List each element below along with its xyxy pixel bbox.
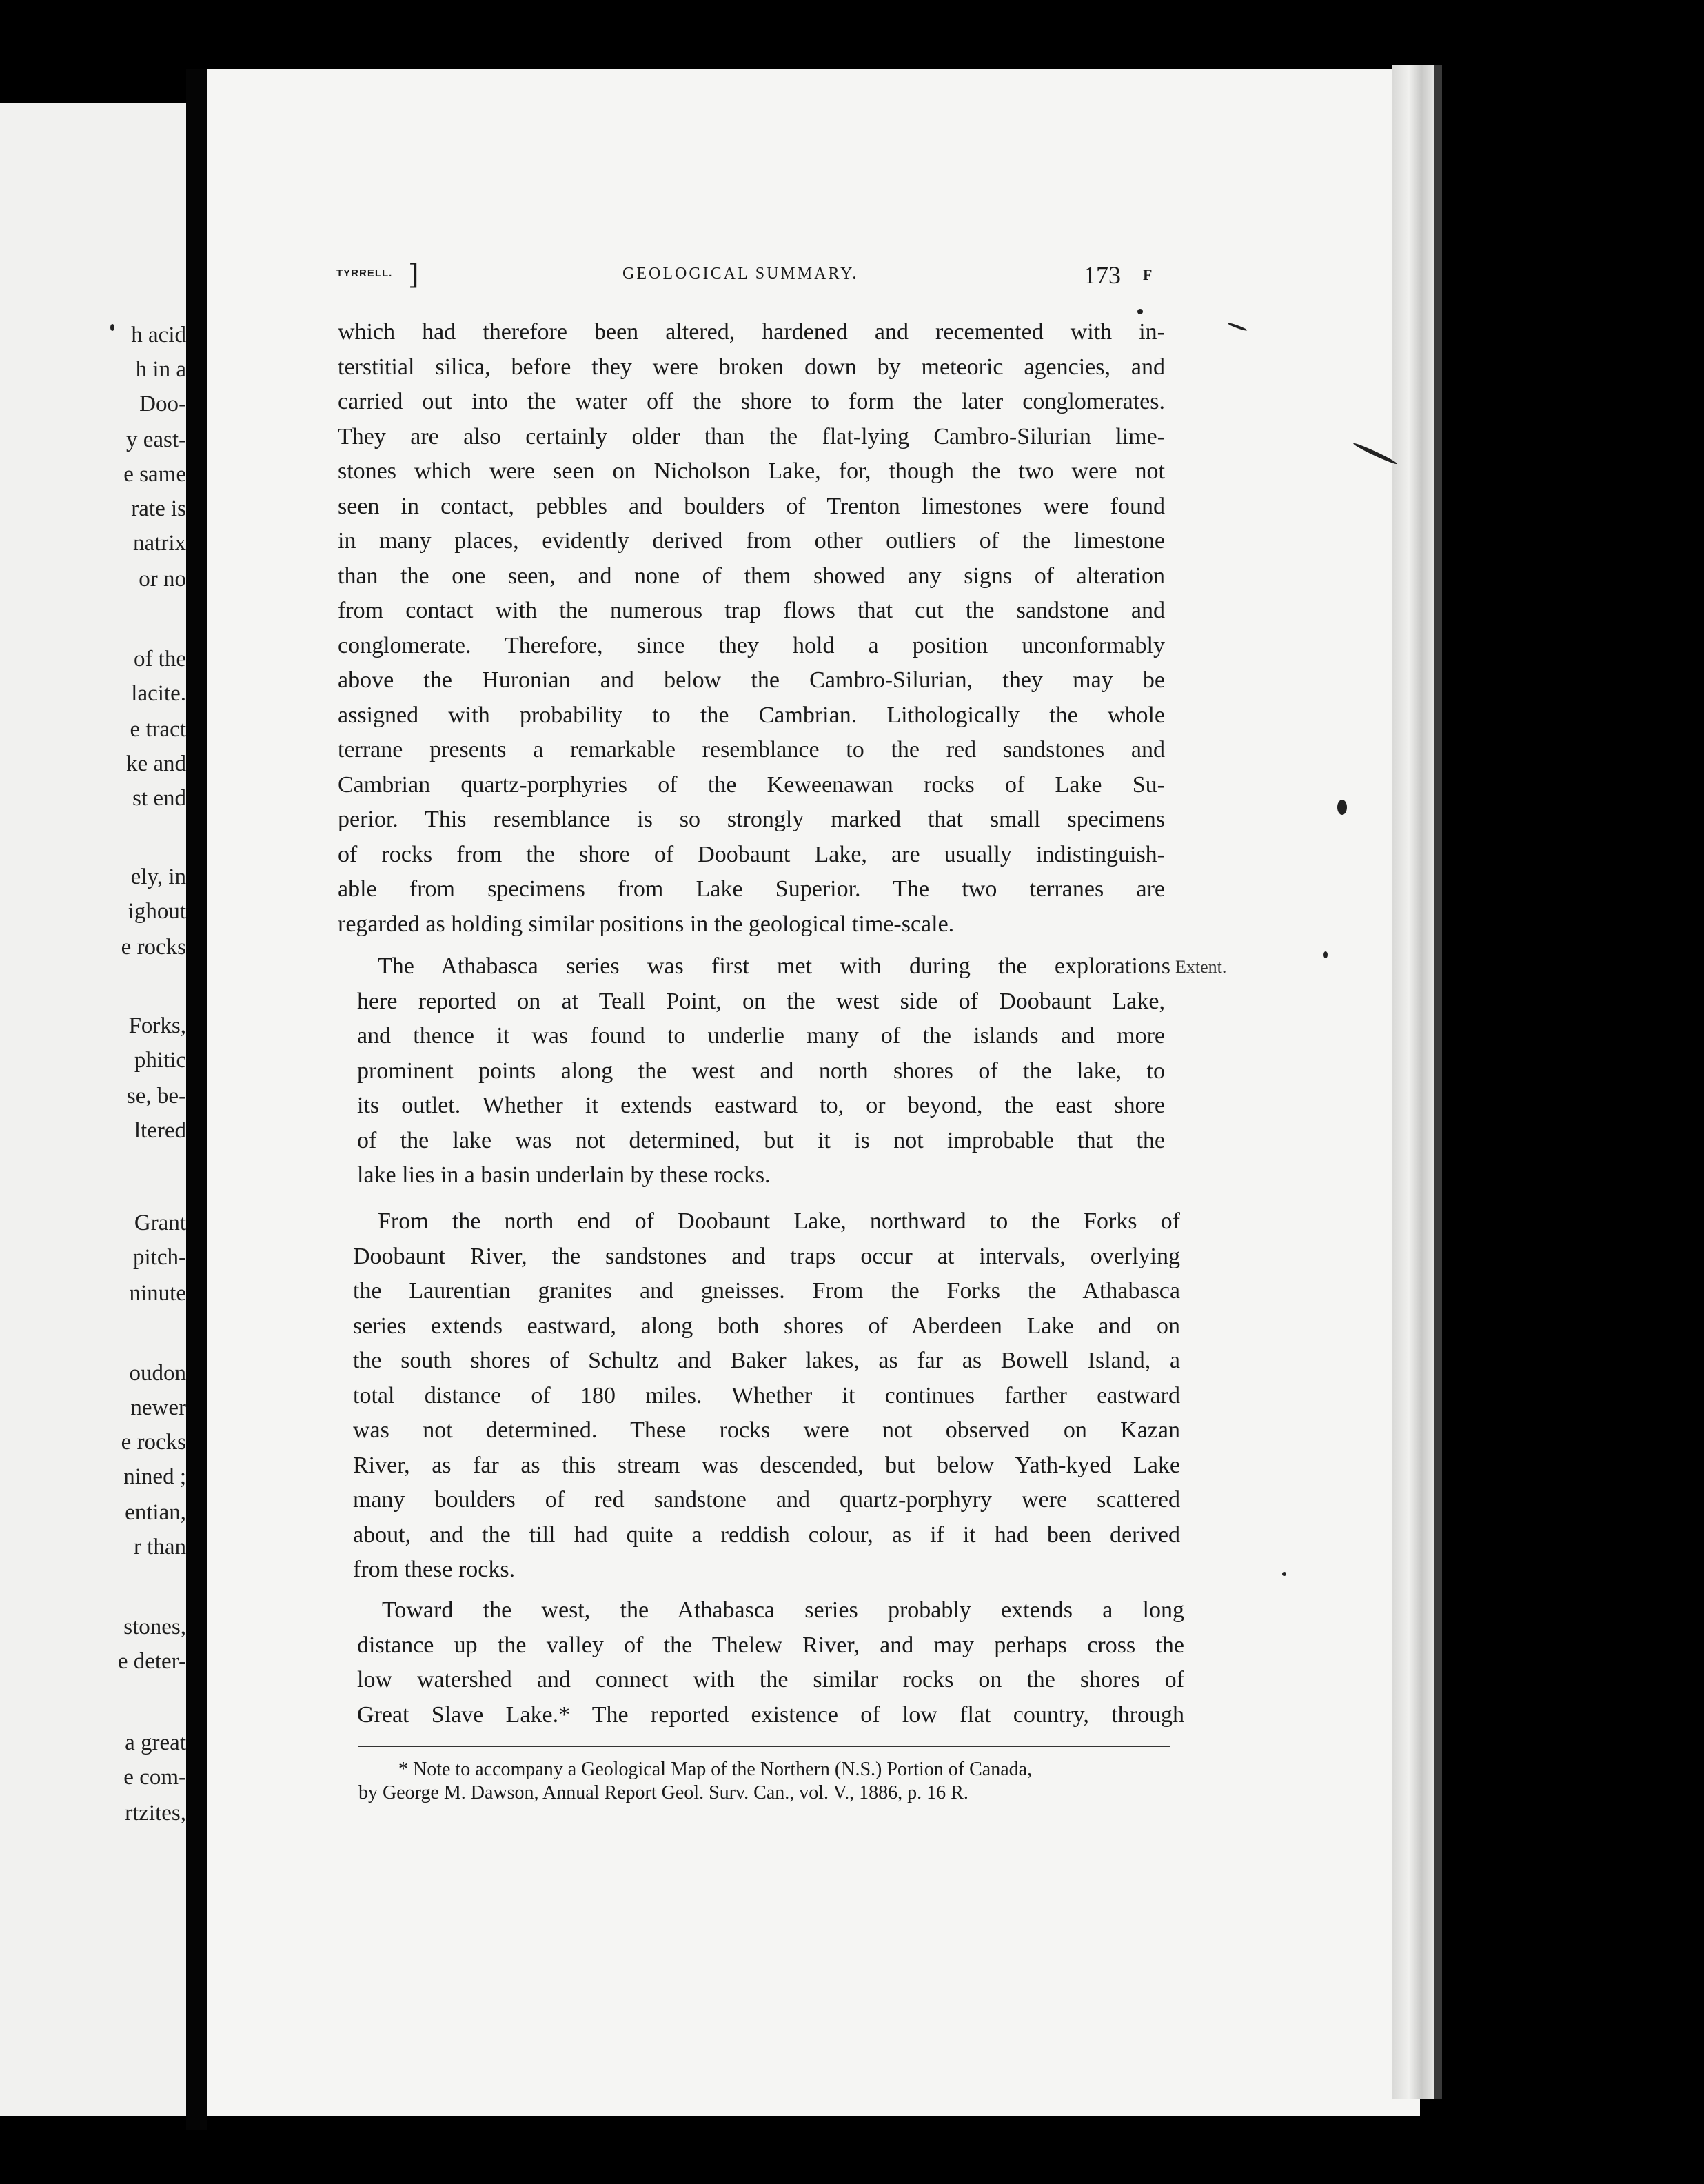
margin-note: Extent. <box>1175 957 1227 977</box>
left-page-fragment: a great <box>125 1730 186 1755</box>
text-line: seen in contact, pebbles and boulders of Trenton limestones were found <box>338 493 1165 519</box>
text-line: The Athabasca series was first met with during the explorations <box>378 953 1170 979</box>
text-line: assigned with probability to the Cambrian. Lithologically the whole <box>338 702 1165 728</box>
text-line: its outlet. Whether it extends eastward to, or beyond, the east shore <box>357 1093 1165 1118</box>
left-page-fragment: e tract <box>130 717 186 742</box>
text-line: conglomerate. Therefore, since they hold a position unconformably <box>338 632 1165 658</box>
text-line: River, as far as this stream was descended, but below Yath-kyed Lake <box>353 1452 1180 1478</box>
left-page-fragment: rate is <box>131 496 186 521</box>
page-edge <box>1392 65 1434 2099</box>
left-page-fragment: r than <box>133 1535 186 1559</box>
text-line: the south shores of Schultz and Baker lakes, as far as Bowell Island, a <box>353 1348 1180 1373</box>
footnote-line-1: * Note to accompany a Geological Map of the Northern (N.S.) Portion of Canada, <box>398 1759 1033 1780</box>
left-page-fragment: e rocks <box>121 935 186 960</box>
left-page-fragment: Forks, <box>128 1013 186 1038</box>
left-page-fragment: Doo- <box>139 392 186 416</box>
text-line: the Laurentian granites and gneisses. From the Forks the Athabasca <box>353 1278 1180 1304</box>
page-edge-shadow <box>1434 65 1442 2099</box>
left-page-fragment: Grant <box>134 1211 186 1235</box>
signature-mark: F <box>1143 266 1153 283</box>
left-page-fragment: st end <box>132 786 186 811</box>
left-page-fragment: e com- <box>123 1765 186 1790</box>
left-facing-page <box>0 103 186 2116</box>
left-page-fragment: ninute <box>129 1281 186 1306</box>
left-page-fragment: h acid <box>131 323 186 347</box>
book-gutter <box>186 69 207 2130</box>
left-page-fragment: rtzites, <box>125 1801 186 1826</box>
text-line: Cambrian quartz-porphyries of the Keweenawan rocks of Lake Su- <box>338 771 1165 798</box>
text-line: from these rocks. <box>353 1557 516 1582</box>
left-page-fragment: newer <box>130 1395 186 1420</box>
text-line: total distance of 180 miles. Whether it continues farther eastward <box>353 1382 1180 1408</box>
text-line: of the lake was not determined, but it is not improbable that the <box>357 1127 1165 1153</box>
text-line: regarded as holding similar positions in the geological time-scale. <box>338 911 955 937</box>
scan-speck <box>1137 309 1143 314</box>
text-line: than the one seen, and none of them showed any signs of alteration <box>338 563 1165 589</box>
text-line: and thence it was found to underlie many of the islands and more <box>357 1023 1165 1049</box>
text-line: stones which were seen on Nicholson Lake, for, though the two were not <box>338 458 1165 484</box>
text-line: From the north end of Doobaunt Lake, northward to the Forks of <box>378 1209 1180 1234</box>
left-page-fragment: e same <box>123 462 186 487</box>
left-page-fragment: ltered <box>134 1118 186 1143</box>
left-page-fragment: nined ; <box>123 1464 186 1489</box>
left-page-fragment: ighout <box>128 899 186 924</box>
text-line: terstitial silica, before they were broken down by meteoric agencies, and <box>338 354 1165 380</box>
left-page-fragment: phitic <box>134 1048 186 1073</box>
text-line: low watershed and connect with the similar rocks on the shores of <box>357 1667 1184 1692</box>
footnote-rule <box>358 1746 1170 1747</box>
text-line: here reported on at Teall Point, on the west side of Doobaunt Lake, <box>357 988 1165 1014</box>
text-line: in many places, evidently derived from other outliers of the limestone <box>338 528 1165 554</box>
left-page-fragment: or no <box>139 567 186 592</box>
left-page-fragment: ely, in <box>130 865 186 889</box>
text-line: above the Huronian and below the Cambro-Silurian, they may be <box>338 667 1165 693</box>
left-page-fragment: entian, <box>125 1500 186 1525</box>
text-line: series extends eastward, along both shores of Aberdeen Lake and on <box>353 1313 1180 1339</box>
text-line: distance up the valley of the Thelew River, and may perhaps cross the <box>357 1632 1184 1658</box>
page-number: 173 <box>1084 261 1121 289</box>
text-line: was not determined. These rocks were not observed on Kazan <box>353 1417 1180 1443</box>
text-line: from contact with the numerous trap flows that cut the sandstone and <box>338 598 1165 623</box>
text-line: lake lies in a basin underlain by these rocks. <box>357 1162 771 1188</box>
text-line: They are also certainly older than the flat-lying Cambro-Silurian lime- <box>338 423 1165 449</box>
text-line: terrane presents a remarkable resemblance to the red sandstones and <box>338 737 1165 762</box>
left-page-fragment: stones, <box>123 1615 186 1639</box>
scan-speck <box>1323 951 1328 958</box>
header-bracket: ] <box>408 259 419 291</box>
header-author: TYRRELL. <box>336 267 393 279</box>
text-line: carried out into the water off the shore to form the later conglomerates. <box>338 389 1165 414</box>
text-line: Toward the west, the Athabasca series probably extends a long <box>382 1597 1184 1623</box>
scan-speck <box>1337 800 1347 815</box>
left-page-fragment: ke and <box>125 751 186 776</box>
text-line: able from specimens from Lake Superior. The two terranes are <box>338 876 1165 902</box>
left-page-fragment: natrix <box>133 531 186 556</box>
header-title: GEOLOGICAL SUMMARY. <box>622 265 859 283</box>
left-page-fragment: oudon <box>129 1361 186 1386</box>
left-page-fragment: h in a <box>135 357 186 382</box>
left-page-fragment: y east- <box>125 427 186 452</box>
left-page-fragment: of the <box>133 647 186 671</box>
left-page-fragment: lacite. <box>131 681 186 706</box>
left-page-fragment: pitch- <box>133 1245 186 1270</box>
scan-speck <box>1282 1572 1286 1576</box>
scan-speck <box>110 324 114 331</box>
text-line: which had therefore been altered, hardened and recemented with in- <box>338 319 1165 345</box>
text-line: of rocks from the shore of Doobaunt Lake, are usually indistinguish- <box>338 841 1165 867</box>
running-header <box>336 259 1164 292</box>
text-line: Great Slave Lake.* The reported existence of low flat country, through <box>357 1701 1184 1728</box>
left-page-fragment: e deter- <box>117 1649 186 1674</box>
left-page-fragment: se, be- <box>126 1084 186 1109</box>
footnote-line-2: by George M. Dawson, Annual Report Geol. Surv. Can., vol. V., 1886, p. 16 R. <box>358 1782 968 1803</box>
text-line: many boulders of red sandstone and quartz-porphyry were scattered <box>353 1487 1180 1513</box>
text-line: prominent points along the west and north shores of the lake, to <box>357 1058 1165 1084</box>
text-line: about, and the till had quite a reddish colour, as if it had been derived <box>353 1521 1180 1548</box>
text-line: Doobaunt River, the sandstones and traps occur at intervals, overlying <box>353 1243 1180 1269</box>
text-line: perior. This resemblance is so strongly marked that small specimens <box>338 807 1165 832</box>
left-page-fragment: e rocks <box>121 1430 186 1455</box>
